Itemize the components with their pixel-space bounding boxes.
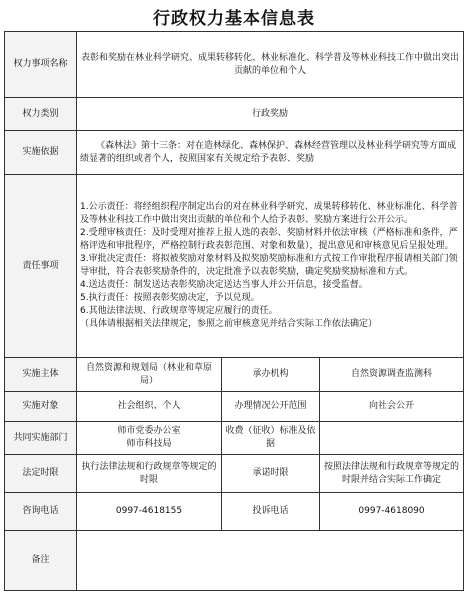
responsibility-item: 6.其他法律法规、行政规章等规定应履行的责任。 (80, 306, 278, 316)
label-joint-departments: 共同实施部门 (5, 422, 77, 455)
value-power-name: 表彰和奖励在林业科学研究、成果转移转化、林业标准化、科学普及等林业科技工作中做出突出贡献的单位和个人 (77, 32, 464, 98)
value-consult-phone: 0997-4618155 (77, 493, 222, 531)
row-phone (5, 493, 464, 531)
value-disclosure-scope: 向社会公开 (320, 392, 464, 422)
value-target: 社会组织、个人 (77, 392, 222, 422)
label-consult-phone: 咨询电话 (5, 493, 77, 531)
responsibility-item: 2.受理审核责任：及时受理对推荐上报人选的表彰、奖励材料并依法审核（严格标准和条件，严格评选和审批程序，严格控制行政表彰范围、对象和数量），提出意见和审核意见后呈报处理。 (80, 228, 458, 251)
value-joint-departments: 师市党委办公室 师市科技局 (77, 422, 222, 455)
value-handling-agency: 自然资源调查监测科 (320, 358, 464, 392)
value-category: 行政奖励 (77, 98, 464, 131)
responsibility-item: 4.送达责任：制发送达表彰奖励决定送达当事人并公开信息，接受监督。 (80, 280, 368, 290)
label-legal-deadline: 法定时限 (5, 455, 77, 493)
row-category (5, 98, 464, 131)
responsibility-item: 3.审批决定责任：将拟被奖励对象材料及拟奖励奖励标准和方式按工作审批程序报请相关部门领导审批，符合表彰奖励条件的，决定批准予以表彰奖励，确定奖励奖励标准和方式。 (80, 254, 458, 277)
label-complaint-phone: 投诉电话 (222, 493, 320, 531)
responsibility-item: 5.执行责任：按照表彰奖励决定，予以兑现。 (80, 293, 260, 303)
row-basis (5, 131, 464, 175)
label-subject: 实施主体 (5, 358, 77, 392)
value-basis: 《森林法》第十三条：对在造林绿化、森林保护、森林经营管理以及林业科学研究等方面成绩显著的组织或者个人，按照国家有关规定给予表彰、奖励 (77, 131, 464, 175)
value-complaint-phone: 0997-4618090 (320, 493, 464, 531)
value-legal-deadline: 执行法律法规和行政规章等规定的时限 (77, 455, 222, 493)
row-responsibility (5, 175, 464, 358)
label-disclosure-scope: 办理情况公开范围 (222, 392, 320, 422)
row-power-name (5, 32, 464, 98)
label-promised-deadline: 承诺时限 (222, 455, 320, 493)
row-remark (5, 531, 464, 591)
label-target: 实施对象 (5, 392, 77, 422)
info-table (4, 31, 464, 591)
label-basis: 实施依据 (5, 131, 77, 175)
row-subject (5, 358, 464, 392)
value-fee-standard (320, 422, 464, 455)
label-responsibility: 责任事项 (5, 175, 77, 358)
row-target (5, 392, 464, 422)
label-fee-standard: 收费（征收）标准及依据 (222, 422, 320, 455)
label-remark: 备注 (5, 531, 77, 591)
label-handling-agency: 承办机构 (222, 358, 320, 392)
value-promised-deadline: 按照法律法规和行政规章等规定的时限并结合实际工作确定 (320, 455, 464, 493)
page-title: 行政权力基本信息表 (153, 9, 315, 29)
value-remark (77, 531, 464, 591)
label-category: 权力类别 (5, 98, 77, 131)
responsibility-item: 1.公示责任：将经组织程序制定出台的对在林业科学研究、成果转移转化、林业标准化、科学普及等林业科技工作中做出突出贡献的单位和个人给予表彰、奖励方案进行公开公示。 (80, 202, 458, 225)
value-responsibility (77, 175, 464, 358)
value-subject: 自然资源和规划局（林业和草原局） (77, 358, 222, 392)
label-power-name: 权力事项名称 (5, 32, 77, 98)
row-joint-departments (5, 422, 464, 455)
row-deadline (5, 455, 464, 493)
responsibility-item: （具体请根据相关法律规定，参照之前审核意见并结合实际工作依法确定） (80, 319, 378, 329)
